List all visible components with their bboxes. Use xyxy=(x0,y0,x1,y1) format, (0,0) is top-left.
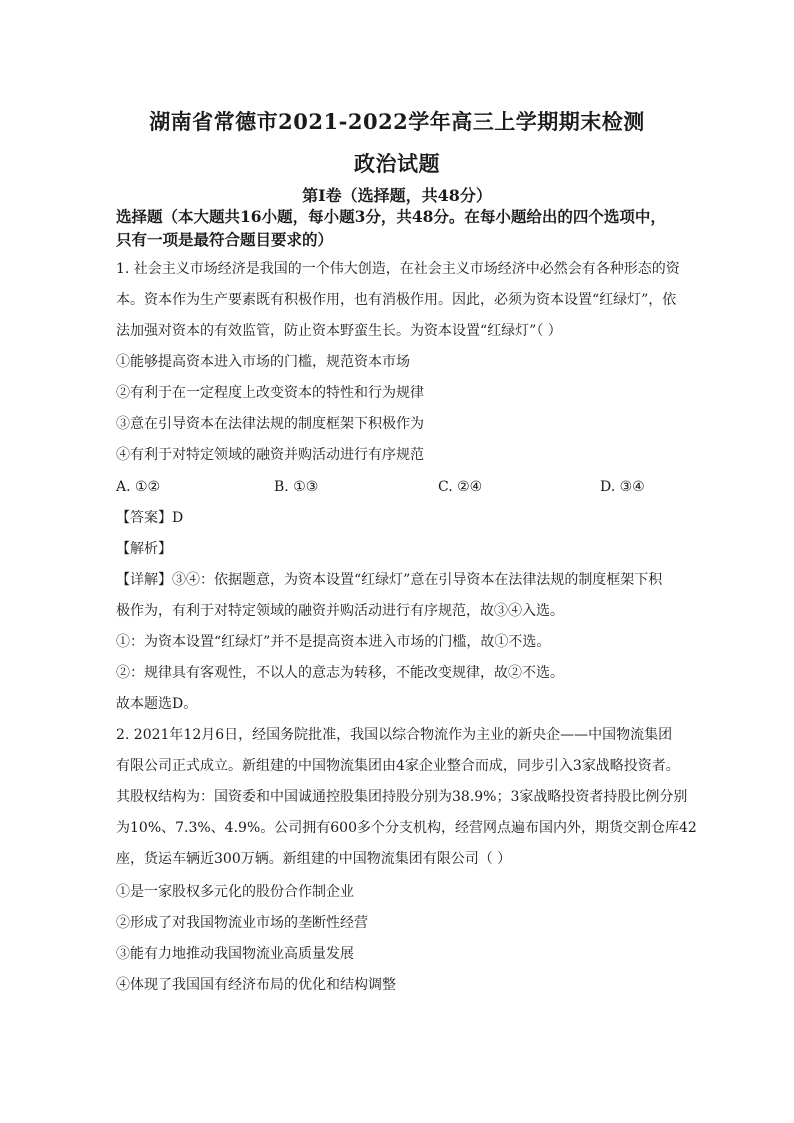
q2-stem-line-5: 座，货运车辆近300万辆。新组建的中国物流集团有限公司（ ） xyxy=(116,851,512,867)
q2-item-1: ①是一家股权多元化的股份合作制企业 xyxy=(116,884,354,900)
q1-item-1: ①能够提高资本进入市场的门槛，规范资本市场 xyxy=(116,354,410,370)
q1-detail-line-4: ②：规律具有客观性，不以人的意志为转移，不能改变规律，故②不选。 xyxy=(116,665,564,681)
page-title: 湖南省常德市2021-2022学年高三上学期期末检测 xyxy=(149,109,645,134)
q1-option-b: B. ①③ xyxy=(274,479,319,495)
q1-detail-line-3: ①：为资本设置“红绿灯”并不是提高资本进入市场的门槛，故①不选。 xyxy=(116,634,551,650)
q2-item-2: ②形成了对我国物流业市场的垄断性经营 xyxy=(116,915,368,931)
instructions-line-2: 只有一项是最符合题目要求的） xyxy=(116,230,334,249)
q1-option-d: D. ③④ xyxy=(600,479,645,495)
q2-item-4: ④体现了我国国有经济布局的优化和结构调整 xyxy=(116,977,396,993)
q1-option-c: C. ②④ xyxy=(438,479,483,495)
q1-item-2: ②有利于在一定程度上改变资本的特性和行为规律 xyxy=(116,385,424,401)
q2-stem-line-4: 为10%、7.3%、4.9%。公司拥有600多个分支机构，经营网点遍布国内外，期货交割仓库42 xyxy=(116,820,697,836)
section-heading: 第Ⅰ卷（选择题，共48分） xyxy=(302,186,492,205)
q2-stem-line-3: 其股权结构为：国资委和中国诚通控股集团持股分别为38.9%；3家战略投资者持股比例分别 xyxy=(116,789,688,805)
q1-stem-line-1: 1. 社会主义市场经济是我国的一个伟大创造，在社会主义市场经济中必然会有各种形态的资 xyxy=(116,261,680,277)
q1-option-a: A. ①② xyxy=(116,479,161,495)
q1-analysis-heading: 【解析】 xyxy=(116,541,172,557)
page-subtitle: 政治试题 xyxy=(354,151,440,176)
q1-answer: 【答案】D xyxy=(116,510,184,526)
q2-stem-line-1: 2. 2021年12月6日，经国务院批准，我国以综合物流作为主业的新央企——中国物流集团 xyxy=(116,727,673,743)
q1-stem-line-2: 本。资本作为生产要素既有积极作用，也有消极作用。因此，必须为资本设置“红绿灯”，依 xyxy=(116,292,677,308)
q1-stem-line-3: 法加强对资本的有效监管，防止资本野蛮生长。为资本设置“红绿灯”（ ） xyxy=(116,323,562,339)
q2-item-3: ③能有力地推动我国物流业高质量发展 xyxy=(116,946,354,962)
q1-detail-line-1: 【详解】③④：依据题意，为资本设置“红绿灯”意在引导资本在法律法规的制度框架下积 xyxy=(116,572,663,588)
instructions-line-1: 选择题（本大题共16小题，每小题3分，共48分。在每小题给出的四个选项中， xyxy=(116,207,666,226)
q2-stem-line-2: 有限公司正式成立。新组建的中国物流集团由4家企业整合而成，同步引入3家战略投资者。 xyxy=(116,758,680,774)
q1-item-3: ③意在引导资本在法律法规的制度框架下积极作为 xyxy=(116,416,424,432)
q1-conclusion: 故本题选D。 xyxy=(116,696,198,712)
q1-item-4: ④有利于对特定领域的融资并购活动进行有序规范 xyxy=(116,447,424,463)
q1-detail-line-2: 极作为，有利于对特定领域的融资并购活动进行有序规范，故③④入选。 xyxy=(116,603,564,619)
